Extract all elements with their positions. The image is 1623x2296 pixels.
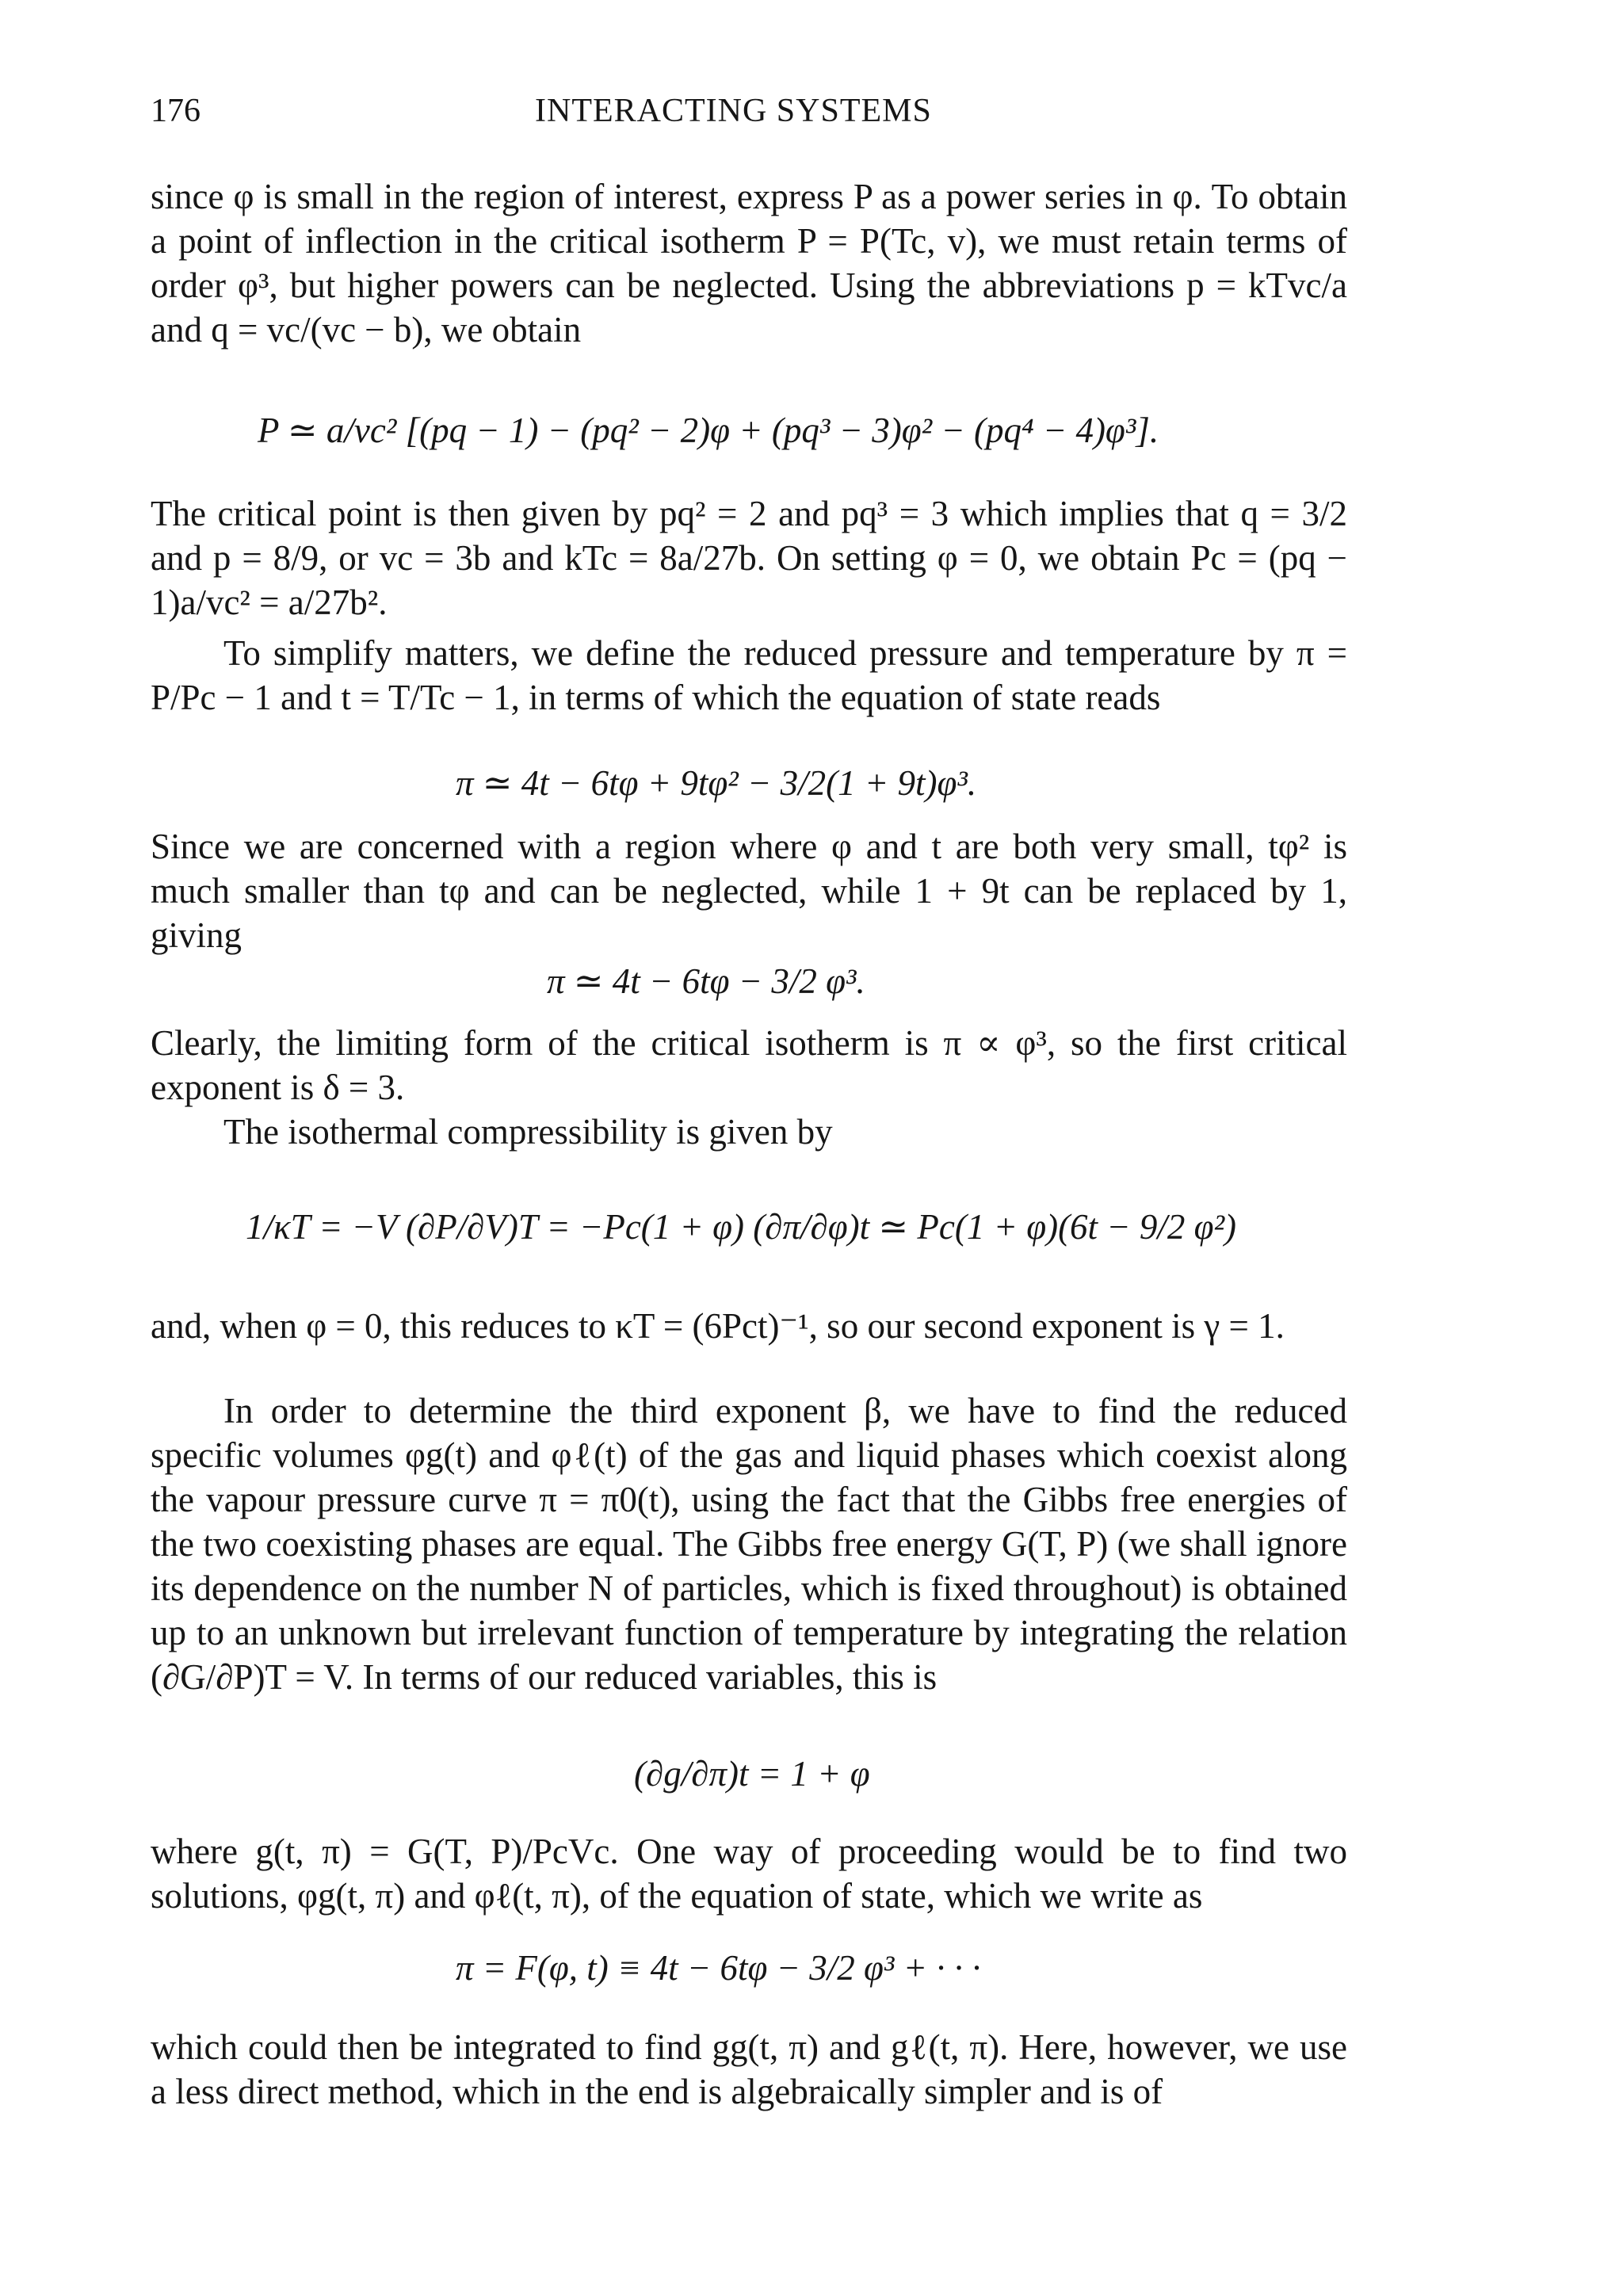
paragraph-8: [151, 1389, 1347, 1699]
page-number: 176: [151, 93, 200, 129]
paragraph-3-text: To simplify matters, we define the reduced pressure and temperature by π = P/Pc − 1 and t = T/Tc − 1, in terms of which the equation of state reads: [151, 633, 1347, 717]
equation-4-text: 1/κT = −V (∂P/∂V)T = −Pc(1 + φ) (∂π/∂φ)t ≃ Pc(1 + φ)(6t − 9/2 φ²): [246, 1207, 1237, 1247]
equation-4: [246, 1205, 1236, 1249]
equation-5: [634, 1752, 870, 1796]
paragraph-1-text: since φ is small in the region of interest, express P as a power series in φ. To obtain a point of inflection in the critical isotherm P = P(Tc, v), we must retain terms of order φ³, but higher powers can be neglected. Using the abbreviations p = kTvc/a and q = vc/(vc − b), we obtain: [151, 177, 1347, 350]
paragraph-6: [151, 1110, 1347, 1154]
paragraph-10-text: which could then be integrated to find gg(t, π) and gℓ(t, π). Here, however, we use a less direct method, which in the end is algebraically simpler and is of: [151, 2027, 1347, 2111]
paragraph-4-text: Since we are concerned with a region where φ and t are both very small, tφ² is much smaller than tφ and can be neglected, while 1 + 9t can be replaced by 1, giving: [151, 827, 1347, 955]
paragraph-9-text: where g(t, π) = G(T, P)/PcVc. One way of proceeding would be to find two solutions, φg(t, π) and φℓ(t, π), of the equation of state, which we write as: [151, 1832, 1347, 1916]
paragraph-4: [151, 824, 1347, 957]
equation-5-text: (∂g/∂π)t = 1 + φ: [634, 1754, 870, 1794]
equation-1: [258, 408, 1159, 453]
equation-2-text: π ≃ 4t − 6tφ + 9tφ² − 3/2(1 + 9t)φ³.: [456, 763, 977, 803]
equation-3-text: π ≃ 4t − 6tφ − 3/2 φ³.: [547, 961, 865, 1001]
paragraph-2: [151, 491, 1347, 625]
paragraph-5-text: Clearly, the limiting form of the critical isotherm is π ∝ φ³, so the first critical exponent is δ = 3.: [151, 1023, 1347, 1107]
running-header: [151, 92, 1338, 139]
paragraph-2-text: The critical point is then given by pq² = 2 and pq³ = 3 which implies that q = 3/2 and p = 8/9, or vc = 3b and kTc = 8a/27b. On setting φ = 0, we obtain Pc = (pq − 1)a/vc² = a/27b².: [151, 494, 1347, 622]
paragraph-7-text: and, when φ = 0, this reduces to κT = (6Pct)⁻¹, so our second exponent is γ = 1.: [151, 1306, 1285, 1346]
paragraph-9: [151, 1829, 1347, 1918]
paragraph-5: [151, 1021, 1347, 1110]
paragraph-1: [151, 174, 1347, 352]
equation-6-text: π = F(φ, t) ≡ 4t − 6tφ − 3/2 φ³ + · · ·: [456, 1948, 981, 1988]
equation-1-text: P ≃ a/vc² [(pq − 1) − (pq² − 2)φ + (pq³ − 3)φ² − (pq⁴ − 4)φ³].: [258, 411, 1159, 450]
running-title: INTERACTING SYSTEMS: [535, 93, 932, 129]
equation-3: [547, 959, 865, 1003]
paragraph-7: [151, 1304, 1347, 1348]
equation-2: [456, 761, 976, 805]
paragraph-3: [151, 631, 1347, 720]
paragraph-6-text: The isothermal compressibility is given by: [223, 1112, 833, 1152]
paragraph-10: [151, 2025, 1347, 2114]
paragraph-8-text: In order to determine the third exponent β, we have to find the reduced specific volumes φg(t) and φℓ(t) of the gas and liquid phases which coexist along the vapour pressure curve π = π0(t), using the fact that the Gibbs free energies of the two coexisting phases are equal. The Gibbs free energy G(T, P) (we shall ignore its dependence on the number N of particles, which is fixed throughout) is obtained up to an unknown but irrelevant function of temperature by integrating the relation (∂G/∂P)T = V. In terms of our reduced variables, this is: [151, 1391, 1347, 1697]
equation-6: [456, 1946, 981, 1990]
